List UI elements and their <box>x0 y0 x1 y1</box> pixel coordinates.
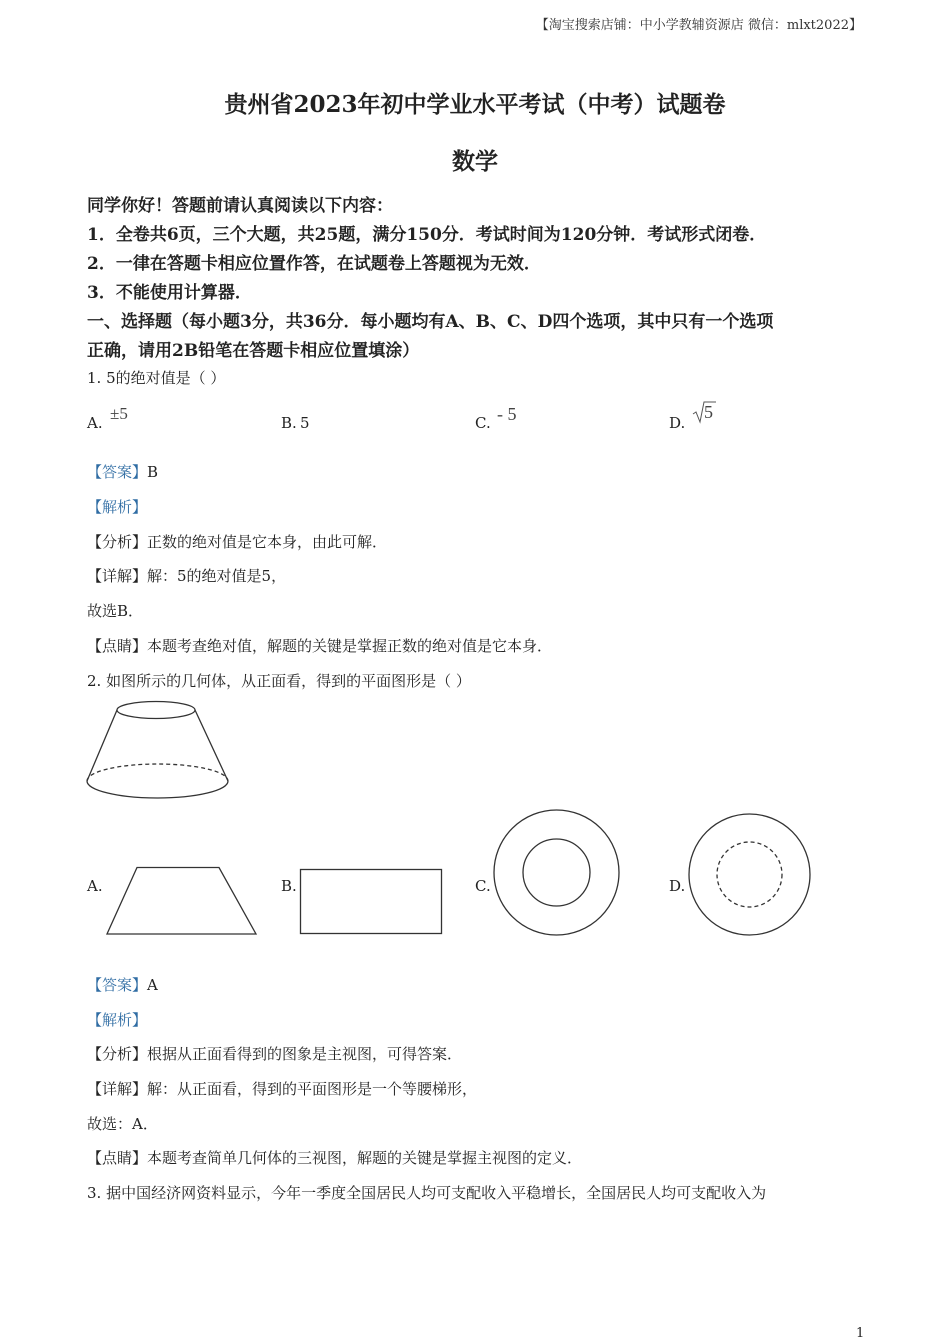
q3-stem: 3. 据中国经济网资料显示，今年一季度全国居民人均可支配收入平稳增长，全国居民人均可支配收入为 <box>87 1184 767 1202</box>
q2-fenxi-tag: 【分析】 <box>87 1045 148 1063</box>
q2-dianjing <box>87 1147 582 1168</box>
q1-dianjing-text: 本题考查绝对值，解题的关键是掌握正数的绝对值是它本身． <box>147 637 553 655</box>
q1-answer-tag: 【答案】 <box>87 463 148 481</box>
intro-rule-2: 2．一律在答题卡相应位置作答，在试题卷上答题视为无效． <box>87 254 541 274</box>
q2-option-b-label: B. <box>281 877 297 895</box>
section1-heading-line1: 一、选择题（每小题3分，共36分．每小题均有A、B、C、D四个选项，其中只有一个选项 <box>87 312 774 332</box>
q2-answer-value: A <box>147 976 158 994</box>
q2-option-c-rings <box>492 808 622 938</box>
q1-analysis-tag: 【解析】 <box>87 498 148 516</box>
q2-option-a-trapezoid <box>105 866 259 936</box>
frustum-figure <box>84 698 234 802</box>
q1-answer <box>87 461 158 482</box>
q2-answer <box>87 974 158 995</box>
q2-xiangjie <box>87 1078 477 1099</box>
q1-option-c-value: - 5 <box>497 404 517 424</box>
q2-option-d-rings-dashed <box>687 812 813 938</box>
page-title: 贵州省2023年初中学业水平考试（中考）试题卷 <box>224 91 726 118</box>
q2-fenxi <box>87 1043 462 1064</box>
section1-heading-line2: 正确，请用2B铅笔在答题卡相应位置填涂） <box>87 341 420 361</box>
intro-rule-3: 3．不能使用计算器． <box>87 283 252 303</box>
q1-option-d-label: D. <box>669 414 686 432</box>
q1-xiangjie-tag: 【详解】 <box>87 567 148 585</box>
q2-xiangjie-tag: 【详解】 <box>87 1080 148 1098</box>
q1-fenxi-text: 正数的绝对值是它本身，由此可解． <box>147 533 388 551</box>
page-number: 1 <box>856 1326 865 1341</box>
q2-answer-tag: 【答案】 <box>87 976 148 994</box>
q1-stem: 1. 5的绝对值是（ ） <box>87 369 226 387</box>
q1-option-a-label: A. <box>87 414 103 432</box>
q1-dianjing-tag: 【点睛】 <box>87 637 148 655</box>
q2-option-c-label: C. <box>475 877 491 895</box>
q1-option-c-label: C. <box>475 414 491 432</box>
q2-stem: 2. 如图所示的几何体，从正面看，得到的平面图形是（ ） <box>87 672 471 690</box>
q1-option-d-value: 5 <box>704 402 713 422</box>
q1-answer-value: B <box>147 463 159 481</box>
q1-fenxi <box>87 531 387 552</box>
q2-fenxi-text: 根据从正面看得到的图象是主视图，可得答案． <box>147 1045 463 1063</box>
intro-greeting: 同学你好！答题前请认真阅读以下内容： <box>87 196 393 216</box>
q2-dianjing-tag: 【点睛】 <box>87 1149 148 1167</box>
q1-option-a-value: ±5 <box>110 404 128 423</box>
q1-option-b-value: 5 <box>300 414 310 432</box>
q2-option-d-label: D. <box>669 877 686 895</box>
page-header: 【淘宝搜索店铺：中小学教辅资源店 微信：mlxt2022】 <box>535 18 862 33</box>
q1-xiangjie-text: 解：5的绝对值是5， <box>147 567 287 585</box>
q2-xiangjie-text: 解：从正面看，得到的平面图形是一个等腰梯形， <box>147 1080 478 1098</box>
q1-conclusion: 故选B． <box>87 602 144 620</box>
q1-dianjing <box>87 635 552 656</box>
q1-xiangjie <box>87 565 286 586</box>
q1-fenxi-tag: 【分析】 <box>87 533 148 551</box>
q1-option-b-label: B. <box>281 414 297 432</box>
q2-analysis-tag: 【解析】 <box>87 1011 148 1029</box>
q2-conclusion: 故选：A． <box>87 1115 158 1133</box>
q2-option-a-label: A. <box>87 877 103 895</box>
q2-option-b-rectangle <box>299 868 445 936</box>
page-subtitle: 数学 <box>452 148 498 175</box>
intro-rule-1: 1．全卷共6页，三个大题，共25题，满分150分．考试时间为120分钟．考试形式闭卷． <box>87 225 767 245</box>
q2-dianjing-text: 本题考查简单几何体的三视图，解题的关键是掌握主视图的定义． <box>147 1149 583 1167</box>
